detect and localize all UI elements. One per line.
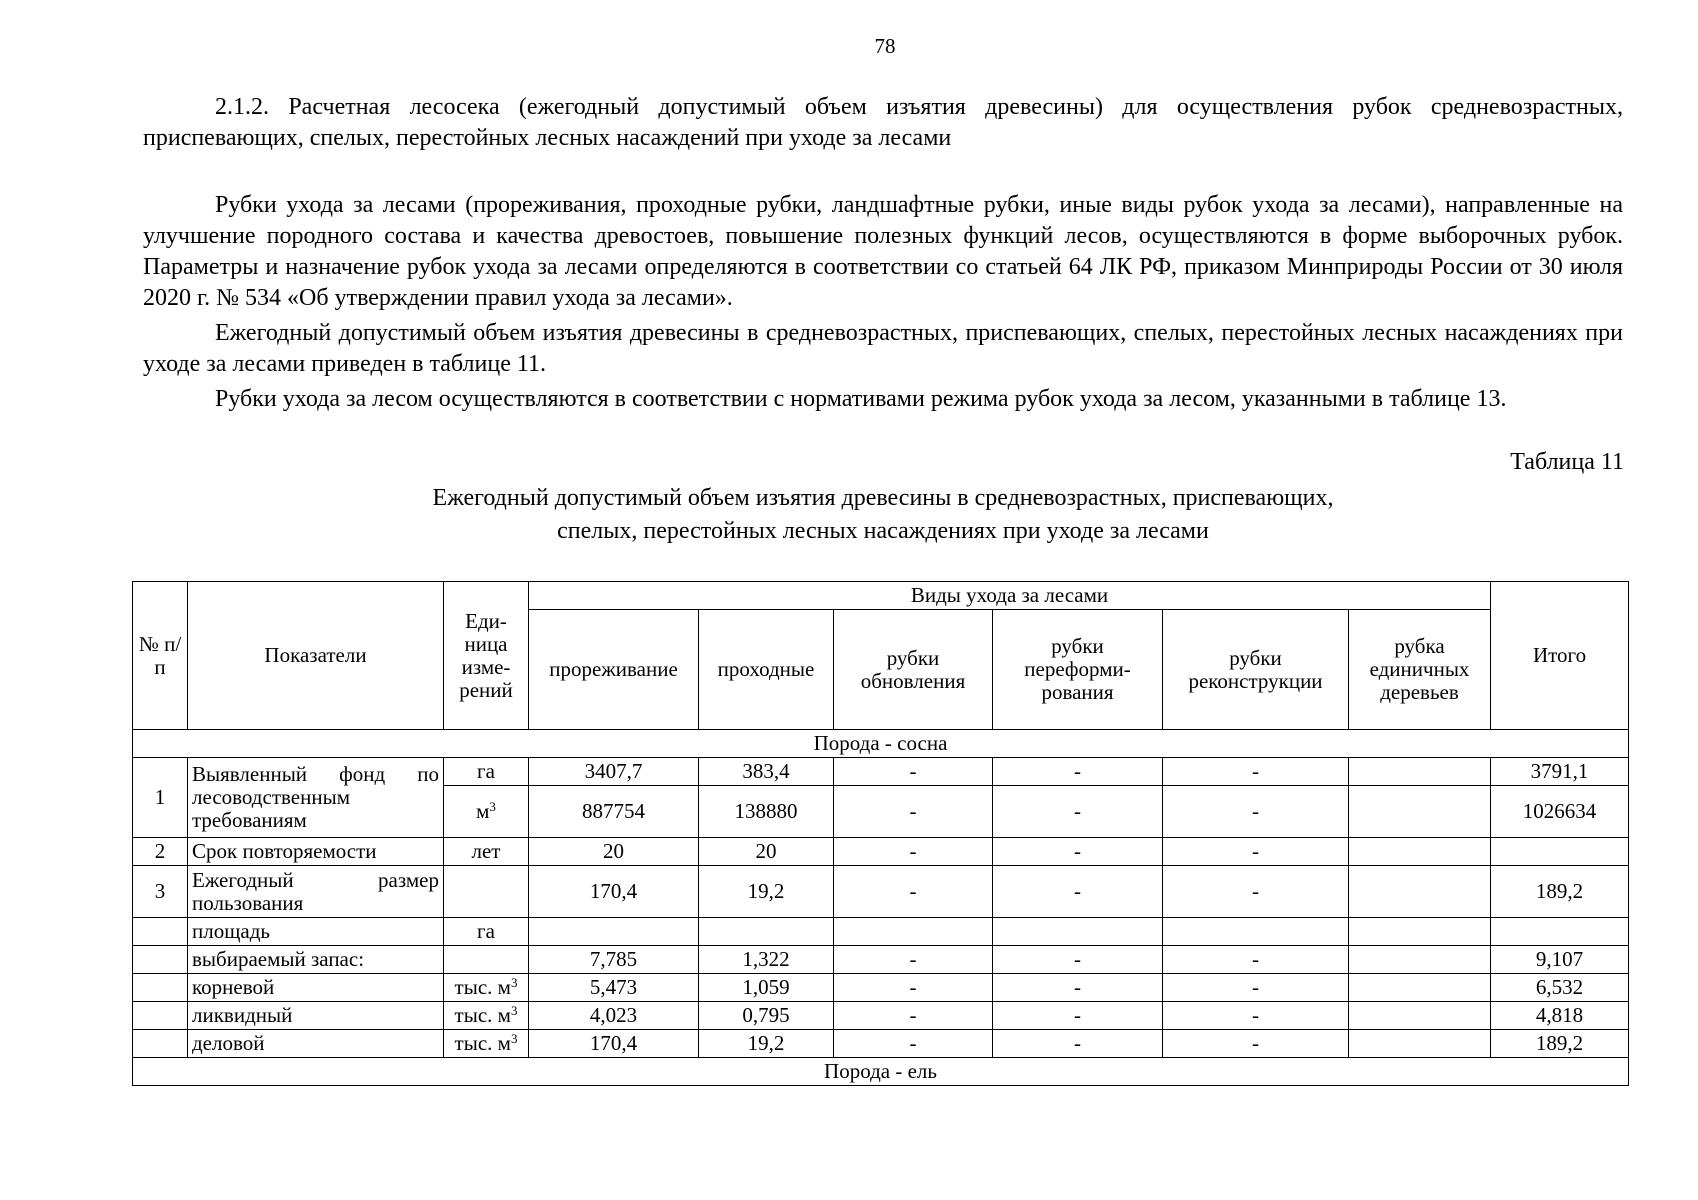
unit-superscript: 3: [510, 1003, 518, 1018]
paragraph-annual-volume: Ежегодный допустимый объем изъятия древесины в средневозрастных, приспевающих, спелых, перестойных лесных насаждениях при уходе за лесами приведен в таблице 11.: [143, 320, 1623, 377]
header-num: № п/ п: [133, 582, 188, 730]
row-unit: га: [444, 758, 529, 786]
table-row: [133, 1030, 1629, 1058]
section-label-pine: Порода - сосна: [133, 730, 1629, 758]
annual-volume-table: [132, 581, 1629, 1086]
cell-reformation: -: [993, 838, 1163, 866]
cell-thinning: 4,023: [529, 1002, 699, 1030]
row-unit: [444, 1030, 529, 1058]
cell-passage: 0,795: [699, 1002, 834, 1030]
cell-reconstruction: -: [1163, 758, 1349, 786]
cell-reformation: -: [993, 866, 1163, 918]
cell-reconstruction: [1163, 918, 1349, 946]
heading-text: Расчетная лесосека (ежегодный допустимый объем изъятия древесины) для осуществления рубок средневозрастных, приспевающих, спелых, перестойных лесных насаждений при уходе за лесами: [143, 94, 1623, 151]
cell-passage: 383,4: [699, 758, 834, 786]
cell-total: [1491, 838, 1629, 866]
cell-reformation: -: [993, 974, 1163, 1002]
row-unit: [444, 946, 529, 974]
cell-renewal: -: [834, 786, 993, 838]
cell-renewal: [834, 918, 993, 946]
row-indicator: Срок повторяемости: [188, 838, 444, 866]
row-unit: [444, 866, 529, 918]
unit-text: тыс. м: [454, 1003, 511, 1027]
header-reformation: рубки переформи- рования: [993, 610, 1163, 730]
cell-renewal: -: [834, 1002, 993, 1030]
row-num: [133, 1002, 188, 1030]
cell-reformation: [993, 918, 1163, 946]
cell-thinning: 3407,7: [529, 758, 699, 786]
table-title: [143, 482, 1623, 548]
cell-single-trees: [1349, 918, 1491, 946]
cell-renewal: -: [834, 866, 993, 918]
row-num: 1: [133, 758, 188, 838]
heading-number: 2.1.2.: [215, 94, 269, 120]
cell-total: [1491, 918, 1629, 946]
cell-total: 4,818: [1491, 1002, 1629, 1030]
unit-text: м: [476, 799, 490, 823]
cell-single-trees: [1349, 786, 1491, 838]
cell-reconstruction: -: [1163, 786, 1349, 838]
cell-passage: 19,2: [699, 866, 834, 918]
cell-thinning: 20: [529, 838, 699, 866]
cell-thinning: [529, 918, 699, 946]
cell-reconstruction: -: [1163, 946, 1349, 974]
cell-total: 1026634: [1491, 786, 1629, 838]
unit-text: тыс. м: [454, 1031, 511, 1055]
header-total: Итого: [1491, 582, 1629, 730]
row-num: [133, 974, 188, 1002]
table-row: [133, 866, 1629, 918]
header-renewal: рубки обновления: [834, 610, 993, 730]
cell-renewal: -: [834, 1030, 993, 1058]
header-single-trees: рубка единичных деревьев: [1349, 610, 1491, 730]
cell-passage: 1,322: [699, 946, 834, 974]
row-unit: [444, 786, 529, 838]
cell-passage: 138880: [699, 786, 834, 838]
cell-single-trees: [1349, 866, 1491, 918]
cell-single-trees: [1349, 838, 1491, 866]
cell-single-trees: [1349, 1002, 1491, 1030]
cell-reformation: -: [993, 758, 1163, 786]
cell-passage: [699, 918, 834, 946]
cell-passage: 1,059: [699, 974, 834, 1002]
cell-renewal: -: [834, 946, 993, 974]
cell-thinning: 170,4: [529, 1030, 699, 1058]
cell-reformation: -: [993, 1030, 1163, 1058]
header-thinning: прореживание: [529, 610, 699, 730]
cell-single-trees: [1349, 1030, 1491, 1058]
row-num: [133, 946, 188, 974]
header-passage: проходные: [699, 610, 834, 730]
cell-passage: 20: [699, 838, 834, 866]
row-num: [133, 1030, 188, 1058]
table-row: [133, 1002, 1629, 1030]
cell-thinning: 170,4: [529, 866, 699, 918]
cell-passage: 19,2: [699, 1030, 834, 1058]
table-title-line-2: спелых, перестойных лесных насаждениях при уходе за лесами: [557, 518, 1209, 544]
table-row: [133, 758, 1629, 786]
table-title-line-1: Ежегодный допустимый объем изъятия древесины в средневозрастных, приспевающих,: [432, 485, 1334, 511]
cell-reformation: -: [993, 786, 1163, 838]
row-indicator: Ежегодный размер пользования: [188, 866, 444, 918]
unit-text: тыс. м: [454, 975, 511, 999]
cell-total: 3791,1: [1491, 758, 1629, 786]
cell-single-trees: [1349, 758, 1491, 786]
paragraph-thinning-description: Рубки ухода за лесами (прореживания, проходные рубки, ландшафтные рубки, иные виды рубок ухода за лесами), направленные на улучшение породного состава и качества древостоев, повышение полезных функций лесов, осуществляются в форме выборочных рубок. Параметры и назначение рубок ухода за лесами определяются в соответствии со статьей 64 ЛК РФ, приказом Минприроды России от 30 июля 2020 г. № 534 «Об утверждении правил ухода за лесами».: [143, 192, 1623, 311]
row-indicator: выбираемый запас:: [188, 946, 444, 974]
table-row: [133, 838, 1629, 866]
row-indicator: площадь: [188, 918, 444, 946]
cell-total: 9,107: [1491, 946, 1629, 974]
table-row: [133, 918, 1629, 946]
cell-single-trees: [1349, 974, 1491, 1002]
row-indicator: ликвидный: [188, 1002, 444, 1030]
cell-reconstruction: -: [1163, 1030, 1349, 1058]
cell-thinning: 5,473: [529, 974, 699, 1002]
row-indicator: Выявленный фонд по лесоводственным требованиям: [188, 758, 444, 838]
unit-superscript: 3: [510, 1031, 518, 1046]
row-unit: [444, 1002, 529, 1030]
row-unit: лет: [444, 838, 529, 866]
row-unit: [444, 974, 529, 1002]
unit-superscript: 3: [489, 799, 496, 814]
cell-reformation: -: [993, 1002, 1163, 1030]
paragraph-norms-reference: Рубки ухода за лесом осуществляются в соответствии с нормативами режима рубок ухода за лесом, указанными в таблице 13.: [215, 386, 1507, 412]
cell-reconstruction: -: [1163, 866, 1349, 918]
header-unit: Еди- ница изме- рений: [444, 582, 529, 730]
cell-thinning: 7,785: [529, 946, 699, 974]
table-label: Таблица 11: [1510, 449, 1624, 475]
cell-reconstruction: -: [1163, 1002, 1349, 1030]
cell-reconstruction: -: [1163, 838, 1349, 866]
cell-total: 189,2: [1491, 1030, 1629, 1058]
cell-single-trees: [1349, 946, 1491, 974]
row-num: 3: [133, 866, 188, 918]
header-indicator: Показатели: [188, 582, 444, 730]
section-row-spruce: [133, 1058, 1629, 1086]
section-label-spruce: Порода - ель: [133, 1058, 1629, 1086]
row-indicator: корневой: [188, 974, 444, 1002]
unit-superscript: 3: [510, 975, 518, 990]
cell-renewal: -: [834, 838, 993, 866]
header-reconstruction: рубки реконструкции: [1163, 610, 1349, 730]
page-number: 78: [874, 34, 896, 58]
cell-total: 6,532: [1491, 974, 1629, 1002]
cell-renewal: -: [834, 758, 993, 786]
cell-renewal: -: [834, 974, 993, 1002]
section-row-pine: [133, 730, 1629, 758]
row-num: 2: [133, 838, 188, 866]
header-care-types: Виды ухода за лесами: [529, 582, 1491, 610]
table-row: [133, 946, 1629, 974]
row-indicator: деловой: [188, 1030, 444, 1058]
table-row: [133, 974, 1629, 1002]
row-unit: га: [444, 918, 529, 946]
cell-total: 189,2: [1491, 866, 1629, 918]
cell-thinning: 887754: [529, 786, 699, 838]
cell-reconstruction: -: [1163, 974, 1349, 1002]
section-heading: [143, 92, 1623, 154]
table-header-row: [133, 582, 1629, 610]
row-num: [133, 918, 188, 946]
cell-reformation: -: [993, 946, 1163, 974]
